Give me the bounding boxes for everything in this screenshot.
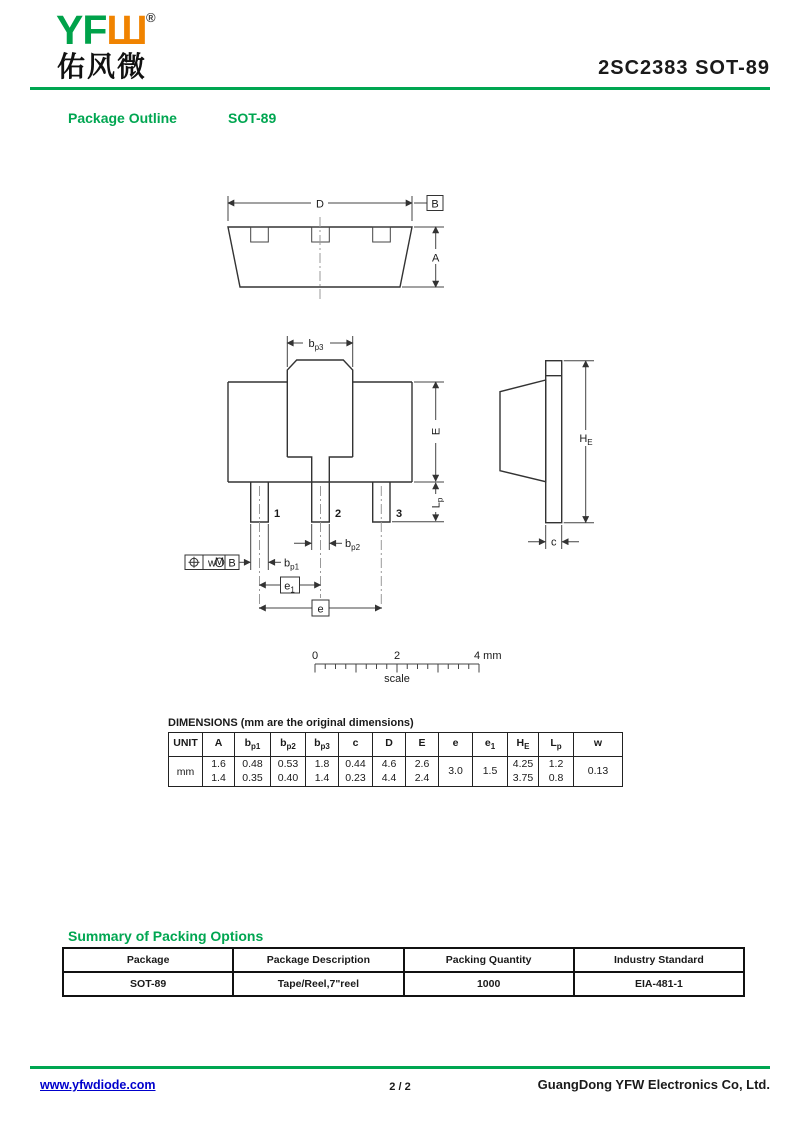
value-cell: 2.6 2.4 — [406, 757, 439, 787]
col-header: $L_p$ — [539, 733, 574, 757]
fcf-tolerance-value: w — [208, 557, 216, 570]
side-view — [500, 361, 597, 549]
col-header: UNIT — [169, 733, 203, 757]
dim-label-E: E — [430, 427, 443, 436]
scale-tick-0: 0 — [311, 650, 319, 662]
yfw-logo — [56, 7, 147, 53]
quantity-cell: 1000 — [404, 972, 574, 996]
dim-label-bp3: $b_{p3}$ — [308, 338, 324, 352]
material-condition-icon — [215, 556, 224, 568]
col-header: e — [439, 733, 473, 757]
dim-label-A: A — [432, 252, 440, 265]
col-header: $b_{p1}$ — [235, 733, 271, 757]
value-cell: 4.6 4.4 — [373, 757, 406, 787]
value-cell: 1.2 0.8 — [539, 757, 574, 787]
dim-label-e1: $e_1$ — [284, 580, 295, 595]
dim-label-bp2: $b_{p2}$ — [345, 538, 361, 552]
value-cell: 0.13 — [574, 757, 623, 787]
packing-value-row — [63, 972, 744, 996]
feature-control-frame — [185, 555, 250, 570]
footer-divider — [30, 1066, 770, 1069]
datum-B-box-label: B — [431, 198, 439, 211]
logo-letter-w: Ш — [106, 7, 147, 53]
package-cell: SOT-89 — [63, 972, 233, 996]
scale-tick-2: 2 — [393, 650, 401, 662]
packing-header-row — [63, 948, 744, 972]
value-cell: 1.6 1.4 — [203, 757, 235, 787]
value-cell: 3.0 — [439, 757, 473, 787]
packing-options-heading: Summary of Packing Options — [68, 928, 264, 944]
unit-cell: mm — [169, 757, 203, 787]
dimensions-table-title: DIMENSIONS (mm are the original dimensions) — [168, 717, 414, 729]
dimensions-header-row — [169, 733, 623, 757]
page-number: 2 / 2 — [389, 1081, 411, 1093]
header-divider — [30, 87, 770, 90]
dim-label-HE: $H_E$ — [579, 433, 593, 447]
dim-label-c: c — [550, 536, 557, 549]
value-cell: 1.5 — [473, 757, 508, 787]
top-view — [228, 195, 444, 301]
col-header: $H_E$ — [508, 733, 539, 757]
col-header: w — [574, 733, 623, 757]
col-header: Packing Quantity — [404, 948, 574, 972]
packing-options-table — [62, 947, 745, 997]
scale-caption: scale — [384, 673, 410, 685]
website-link[interactable]: www.yfwdiode.com — [40, 1078, 156, 1092]
pin-1-label: 1 — [274, 508, 281, 520]
dimensions-value-row — [169, 757, 623, 787]
svg-text:M: M — [214, 556, 225, 568]
dim-label-e: e — [317, 603, 324, 616]
scale-bar — [312, 650, 502, 685]
pin-3-label: 3 — [396, 508, 403, 520]
description-cell: Tape/Reel,7"reel — [233, 972, 403, 996]
col-header: E — [406, 733, 439, 757]
value-cell: 4.25 3.75 — [508, 757, 539, 787]
fcf-datum-ref: B — [228, 557, 236, 570]
part-number-title: 2SC2383 SOT-89 — [598, 57, 770, 79]
front-view — [185, 335, 445, 616]
package-outline-heading: Package Outline — [68, 110, 177, 126]
value-cell: 1.8 1.4 — [306, 757, 339, 787]
pin-2-label: 2 — [335, 508, 342, 520]
logo-letter-y: Y — [56, 7, 83, 53]
value-cell: 0.44 0.23 — [339, 757, 373, 787]
logo-chinese-name: 佑风微 — [57, 51, 148, 82]
col-header: Industry Standard — [574, 948, 744, 972]
dim-label-bp1: $b_{p1}$ — [284, 557, 300, 572]
logo-letter-f: F — [82, 7, 107, 53]
company-name: GuangDong YFW Electronics Co, Ltd. — [537, 1077, 770, 1092]
dimensions-section — [168, 717, 638, 787]
dim-label-Lp: $L_p$ — [430, 497, 445, 509]
col-header: Package Description — [233, 948, 403, 972]
scale-tick-4mm: 4 mm — [474, 650, 502, 662]
col-header: Package — [63, 948, 233, 972]
col-header: $b_{p2}$ — [271, 733, 306, 757]
col-header: $b_{p3}$ — [306, 733, 339, 757]
package-outline-value: SOT-89 — [228, 110, 277, 126]
value-cell: 0.53 0.40 — [271, 757, 306, 787]
registered-trademark-icon: ® — [146, 10, 156, 25]
dimensions-table — [168, 732, 623, 787]
col-header: $e_1$ — [473, 733, 508, 757]
standard-cell: EIA-481-1 — [574, 972, 744, 996]
col-header: A — [203, 733, 235, 757]
col-header: D — [373, 733, 406, 757]
value-cell: 0.48 0.35 — [235, 757, 271, 787]
dim-label-D: D — [316, 198, 324, 211]
package-outline-drawing — [0, 140, 800, 700]
col-header: c — [339, 733, 373, 757]
